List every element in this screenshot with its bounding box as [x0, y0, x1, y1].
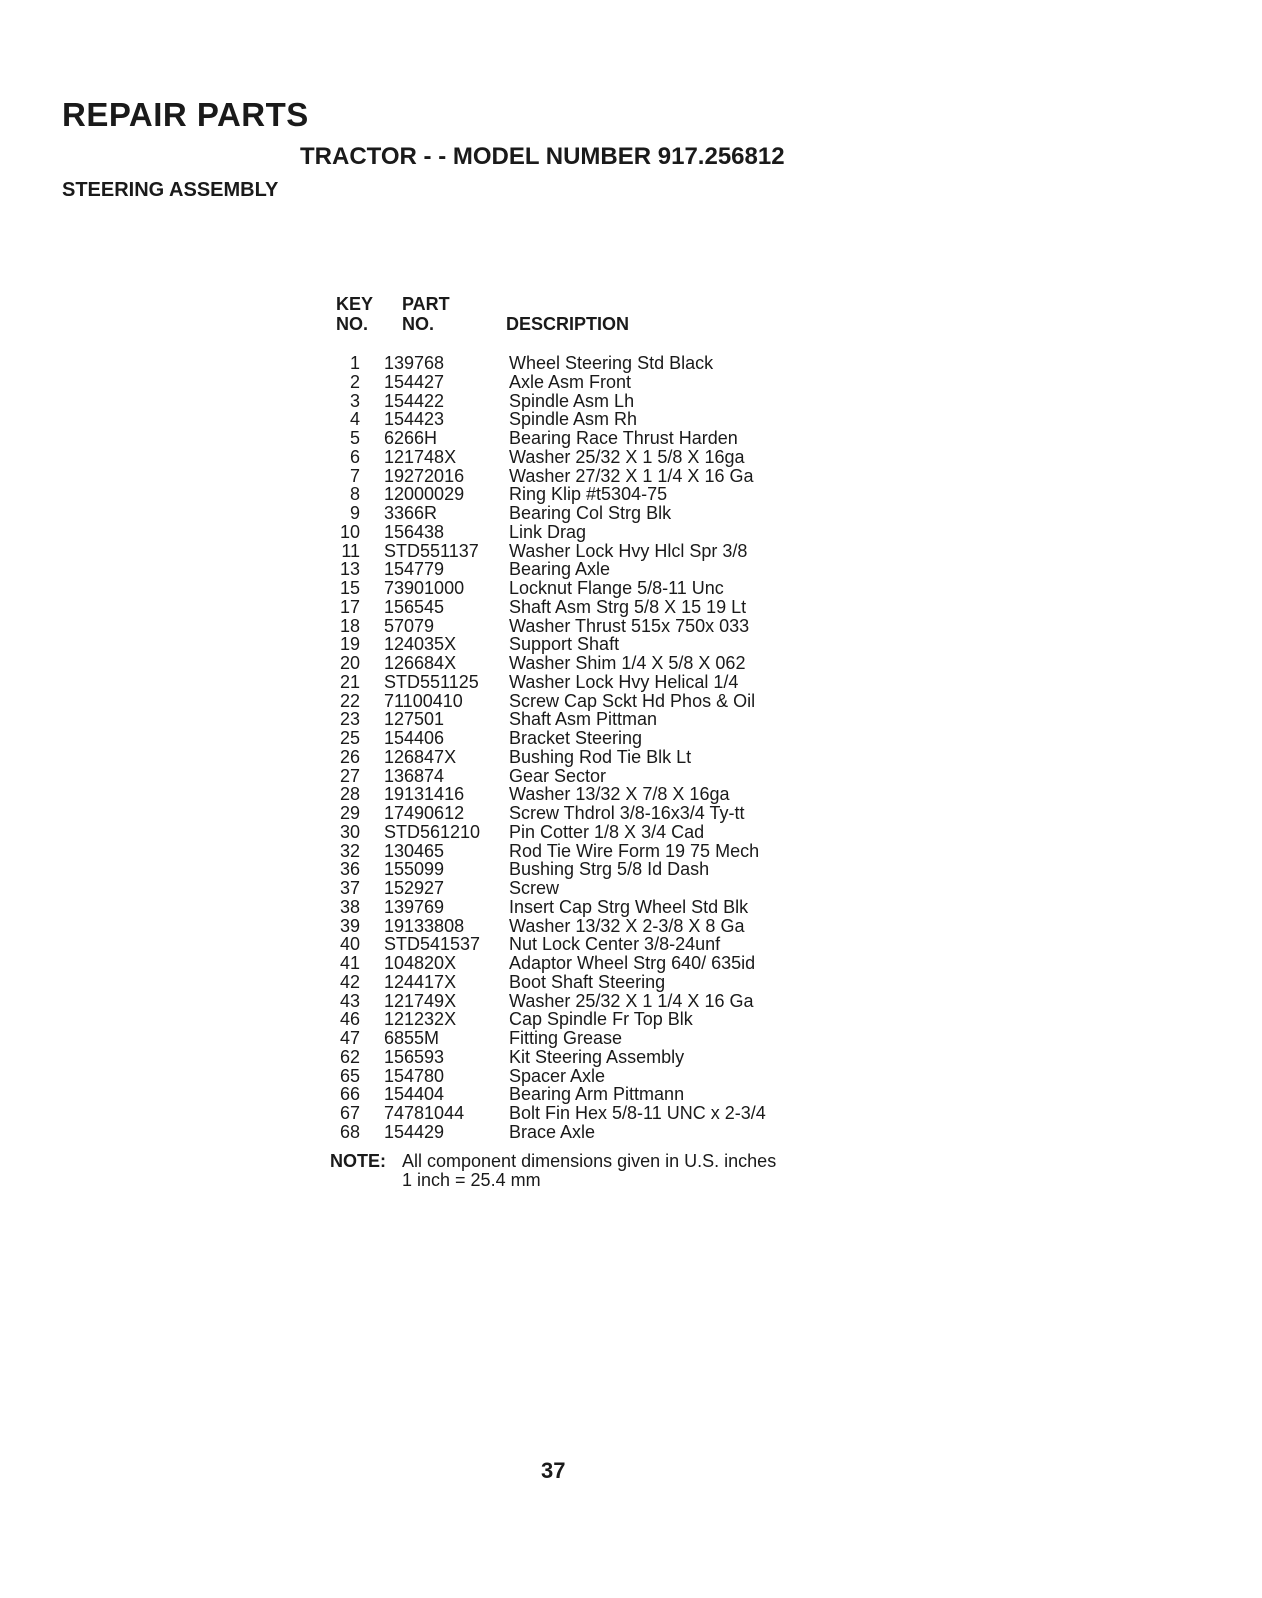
part-no: STD561210 — [384, 821, 481, 842]
description: Bearing Arm Pittmann — [509, 1084, 685, 1105]
table-row — [334, 1123, 854, 1142]
part-no: STD551125 — [384, 671, 479, 692]
key-no: 36 — [339, 859, 360, 880]
description: Pin Cotter 1/8 X 3/4 Cad — [509, 821, 705, 842]
table-row — [334, 1029, 854, 1048]
description: Washer Lock Hvy Helical 1/4 — [509, 671, 739, 692]
part-no: STD541537 — [384, 934, 481, 955]
header-description: DESCRIPTION — [506, 314, 630, 334]
part-no: 154404 — [384, 1084, 445, 1105]
part-no: 121748X — [384, 446, 457, 467]
part-no: 130465 — [384, 840, 445, 861]
description: Washer Shim 1/4 X 5/8 X 062 — [509, 653, 746, 673]
part-no: 73901000 — [384, 578, 465, 598]
key-no: 43 — [339, 990, 360, 1011]
part-no: 104820X — [384, 953, 457, 973]
key-no: 17 — [339, 596, 360, 617]
part-no: 3366R — [384, 503, 438, 523]
part-no: 152927 — [384, 878, 445, 898]
section-heading: STEERING ASSEMBLY — [62, 179, 279, 201]
description: Washer 25/32 X 1 1/4 X 16 Ga — [509, 990, 754, 1011]
table-row — [334, 635, 854, 654]
description: Fitting Grease — [509, 1028, 623, 1048]
key-no: 68 — [339, 1121, 360, 1142]
key-no: 9 — [349, 503, 360, 523]
key-no: 22 — [339, 690, 360, 711]
table-row — [334, 467, 854, 486]
key-no: 47 — [339, 1028, 360, 1048]
part-no: 136874 — [384, 765, 445, 786]
table-row — [334, 1048, 854, 1067]
part-no: 19131416 — [384, 784, 465, 805]
key-no: 4 — [349, 409, 360, 430]
table-row — [334, 410, 854, 429]
table-row — [334, 767, 854, 786]
table-row — [334, 992, 854, 1011]
key-no: 37 — [339, 878, 360, 898]
table-row — [334, 917, 854, 936]
part-no: 124417X — [384, 971, 457, 992]
table-row — [334, 879, 854, 898]
description: Washer 27/32 X 1 1/4 X 16 Ga — [509, 465, 754, 486]
table-row — [334, 842, 854, 861]
table-row — [334, 1010, 854, 1029]
description: Washer 13/32 X 2-3/8 X 8 Ga — [509, 915, 745, 936]
note-line2: 1 inch = 25.4 mm — [402, 1170, 541, 1190]
table-row — [334, 1104, 854, 1123]
table-row — [334, 954, 854, 973]
part-no: 156438 — [384, 521, 445, 542]
table-row — [334, 748, 854, 767]
description: Screw — [509, 878, 560, 898]
table-row — [334, 579, 854, 598]
key-no: 18 — [339, 615, 360, 636]
key-no: 38 — [339, 896, 360, 917]
table-row — [334, 523, 854, 542]
description: Brace Axle — [509, 1121, 596, 1142]
description: Boot Shaft Steering — [509, 971, 666, 992]
key-no: 46 — [339, 1009, 360, 1030]
table-row — [334, 898, 854, 917]
part-no: 154780 — [384, 1065, 445, 1086]
part-no: 126684X — [384, 653, 457, 673]
description: Shaft Asm Pittman — [509, 709, 658, 730]
key-no: 30 — [339, 821, 360, 842]
table-row — [334, 373, 854, 392]
description: Spindle Asm Rh — [509, 409, 638, 430]
table-row — [334, 448, 854, 467]
table-row — [334, 710, 854, 729]
part-no: 121232X — [384, 1009, 457, 1030]
description: Bolt Fin Hex 5/8-11 UNC x 2-3/4 — [509, 1103, 766, 1123]
table-row — [334, 729, 854, 748]
table-row — [334, 617, 854, 636]
header-part-line2: NO. — [402, 314, 435, 334]
part-no: 126847X — [384, 746, 457, 767]
description: Washer Lock Hvy Hlcl Spr 3/8 — [509, 540, 748, 561]
key-no: 40 — [339, 934, 360, 955]
part-no: 139768 — [384, 353, 445, 373]
description: Insert Cap Strg Wheel Std Blk — [509, 896, 749, 917]
key-no: 65 — [339, 1065, 360, 1086]
key-no: 27 — [339, 765, 360, 786]
table-row — [334, 673, 854, 692]
part-no: 154427 — [384, 371, 445, 392]
table-row — [334, 542, 854, 561]
part-no: 127501 — [384, 709, 445, 730]
description: Bearing Col Strg Blk — [509, 503, 672, 523]
description: Screw Cap Sckt Hd Phos & Oil — [509, 690, 756, 711]
description: Kit Steering Assembly — [509, 1046, 685, 1067]
key-no: 66 — [339, 1084, 360, 1105]
description: Locknut Flange 5/8-11 Unc — [509, 578, 724, 598]
table-row — [334, 354, 854, 373]
key-no: 23 — [339, 709, 360, 730]
description: Bracket Steering — [509, 728, 643, 748]
header-key-line1: KEY — [336, 294, 374, 314]
description: Cap Spindle Fr Top Blk — [509, 1009, 693, 1030]
part-no: 154406 — [384, 728, 445, 748]
description: Washer Thrust 515x 750x 033 — [509, 615, 750, 636]
table-row — [334, 823, 854, 842]
key-no: 7 — [349, 465, 360, 486]
key-no: 67 — [339, 1103, 360, 1123]
key-no: 21 — [339, 671, 360, 692]
key-no: 39 — [339, 915, 360, 936]
part-no: 139769 — [384, 896, 445, 917]
part-no: 19133808 — [384, 915, 465, 936]
description: Axle Asm Front — [509, 371, 632, 392]
key-no: 8 — [349, 484, 360, 505]
page-number: 37 — [541, 1458, 566, 1483]
part-no: 156593 — [384, 1046, 445, 1067]
key-no: 32 — [339, 840, 360, 861]
part-no: 71100410 — [384, 690, 463, 711]
part-no: 6855M — [384, 1028, 440, 1048]
key-no: 15 — [339, 578, 360, 598]
description: Nut Lock Center 3/8-24unf — [509, 934, 721, 955]
key-no: 29 — [339, 803, 360, 823]
table-row — [334, 598, 854, 617]
part-no: 156545 — [384, 596, 445, 617]
key-no: 6 — [349, 446, 360, 467]
header-key-line2: NO. — [336, 314, 369, 334]
description: Bearing Race Thrust Harden — [509, 428, 738, 448]
description: Ring Klip #t5304-75 — [509, 484, 668, 505]
description: Bearing Axle — [509, 559, 611, 580]
table-row — [334, 1085, 854, 1104]
description: Screw Thdrol 3/8-16x3/4 Ty-tt — [509, 803, 745, 823]
description: Wheel Steering Std Black — [509, 353, 714, 373]
header-part-line1: PART — [402, 294, 450, 314]
part-no: 17490612 — [384, 803, 465, 823]
part-no: 154423 — [384, 409, 445, 430]
table-row — [334, 485, 854, 504]
part-no: 121749X — [384, 990, 457, 1011]
description: Spindle Asm Lh — [509, 390, 635, 411]
part-no: 6266H — [384, 428, 438, 448]
table-row — [334, 392, 854, 411]
table-row — [334, 692, 854, 711]
part-no: 74781044 — [384, 1103, 465, 1123]
part-no: 12000029 — [384, 484, 465, 505]
table-row — [334, 429, 854, 448]
note-line1: All component dimensions given in U.S. inches — [402, 1151, 777, 1171]
page-title: REPAIR PARTS — [62, 96, 309, 133]
description: Gear Sector — [509, 765, 607, 786]
key-no: 28 — [339, 784, 360, 805]
part-no: 154429 — [384, 1121, 445, 1142]
description: Bushing Rod Tie Blk Lt — [509, 746, 692, 767]
description: Washer 25/32 X 1 5/8 X 16ga — [509, 446, 745, 467]
model-heading: TRACTOR - - MODEL NUMBER 917.256812 — [300, 143, 785, 170]
part-no: 57079 — [384, 615, 435, 636]
description: Spacer Axle — [509, 1065, 606, 1086]
description: Support Shaft — [509, 634, 620, 655]
part-no: 154779 — [384, 559, 445, 580]
key-no: 10 — [339, 521, 360, 542]
key-no: 3 — [349, 390, 360, 411]
table-row — [334, 560, 854, 579]
description: Link Drag — [509, 521, 587, 542]
table-row — [334, 785, 854, 804]
key-no: 25 — [339, 728, 360, 748]
description: Rod Tie Wire Form 19 75 Mech — [509, 840, 760, 861]
key-no: 42 — [339, 971, 360, 992]
description: Adaptor Wheel Strg 640/ 635id — [509, 953, 756, 973]
table-body — [334, 354, 854, 1142]
table-row — [334, 654, 854, 673]
parts-table — [334, 292, 854, 1142]
key-no: 19 — [339, 634, 360, 655]
part-no: STD551137 — [384, 540, 479, 561]
table-row — [334, 804, 854, 823]
key-no: 1 — [349, 353, 360, 373]
table-row — [334, 860, 854, 879]
part-no: 154422 — [384, 390, 445, 411]
part-no: 124035X — [384, 634, 457, 655]
key-no: 11 — [341, 540, 360, 561]
key-no: 5 — [349, 428, 360, 448]
table-header — [334, 292, 854, 354]
key-no: 62 — [339, 1046, 360, 1067]
key-no: 20 — [339, 653, 360, 673]
note-label: NOTE: — [330, 1151, 386, 1171]
part-no: 19272016 — [384, 465, 465, 486]
key-no: 2 — [349, 371, 360, 392]
description: Bushing Strg 5/8 Id Dash — [509, 859, 710, 880]
description: Shaft Asm Strg 5/8 X 15 19 Lt — [509, 596, 747, 617]
table-row — [334, 504, 854, 523]
description: Washer 13/32 X 7/8 X 16ga — [509, 784, 730, 805]
table-row — [334, 973, 854, 992]
key-no: 41 — [339, 953, 360, 973]
table-row — [334, 1067, 854, 1086]
part-no: 155099 — [384, 859, 445, 880]
table-row — [334, 935, 854, 954]
key-no: 13 — [339, 559, 360, 580]
key-no: 26 — [339, 746, 360, 767]
